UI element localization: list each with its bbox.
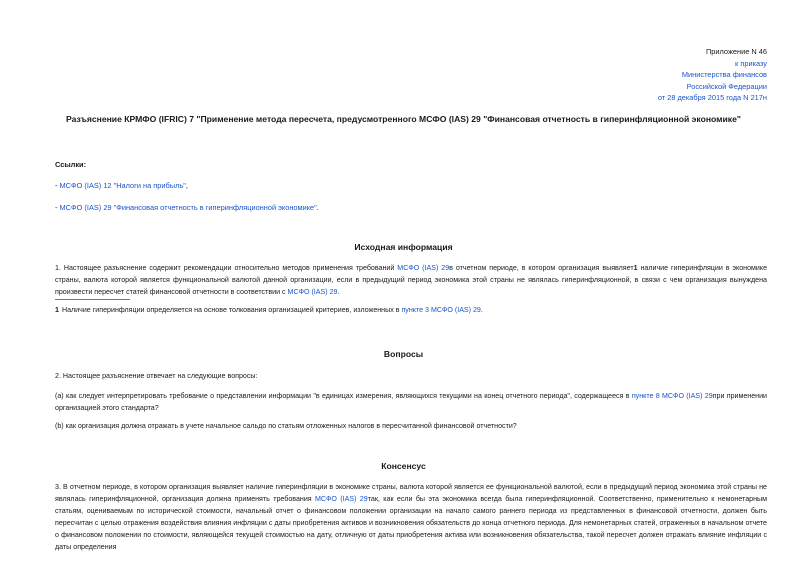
ias29-link[interactable]: МСФО (IAS) 29 <box>314 495 368 503</box>
ministry-link[interactable]: Министерства финансов <box>681 70 767 80</box>
paragraph-2: 2. Настоящее разъяснение отвечает на следующие вопросы: <box>55 372 258 380</box>
document-title: Разъяснение КРМФО (IFRIC) 7 "Применение метода пересчета, предусмотренного МСФО (IAS) 29 "Финансовая отчетность в гиперинфляционной экономике" <box>66 114 741 124</box>
references-label: Ссылки: <box>55 160 87 169</box>
reference-link-ias12[interactable]: МСФО (IAS) 12 "Налоги на прибыль" <box>59 181 186 190</box>
order-link[interactable]: к приказу <box>735 58 767 68</box>
federation-link[interactable]: Российской Федерации <box>686 81 767 91</box>
paragraph-1 <box>55 262 767 298</box>
background-heading: Исходная информация <box>354 242 453 252</box>
reference-suffix: , <box>185 181 188 190</box>
paragraph-text: так, как если бы эта экономика всегда была гиперинфляционной. Соответственно, применительно к немонетарным статьям, оцениваемым по исторической стоимости, начальный отчет о финансовом положении организации на начало самого раннего периода из представленных в финансовой отчетности, должен быть пересчитан с целью отражения воздействия влияния инфляции с даты приобретения активов и возникновения обязательств до конца отчетного периода. Для немонетарных статей, отраженных в начальном отчете о финансовом положении по стоимости, являющейся текущей стоимостью на дату, отличную от даты приобретения актива или возникновения обязательства, такой пересчет должен отражать влияние инфляции с даты определения <box>55 495 767 551</box>
question-a <box>55 390 767 414</box>
paragraph-text: 3. В отчетном периоде, в котором организация выявляет наличие гиперинфляции в экономике страны, валюта которой является ее функциональной валютой, если в предыдущий период экономика этой страны не являлась гиперинфляционной, организация должна применять требования <box>55 483 767 503</box>
footnote <box>55 306 483 314</box>
footnote-text: Наличие гиперинфляции определяется на основе толкования организацией критериев, изложенных в <box>61 306 402 314</box>
footnote-end: . <box>480 306 483 314</box>
reference-suffix: . <box>316 203 319 212</box>
reference-link-ias29[interactable]: МСФО (IAS) 29 "Финансовая отчетность в гиперинфляционной экономике" <box>59 203 317 212</box>
ias29-link[interactable]: МСФО (IAS) 29 <box>287 288 338 296</box>
footnote-marker[interactable]: 1 <box>633 264 638 272</box>
footnote-divider <box>55 299 130 300</box>
reference-item <box>55 203 319 212</box>
question-text: при применении организацией этого стандарта? <box>55 392 768 412</box>
question-b: (b) как организация должна отражать в учете начальное сальдо по статьям отложенных налогов в пересчитанной финансовой отчетности? <box>55 422 517 430</box>
reference-prefix: - <box>55 203 60 212</box>
appendix-number: Приложение N 46 <box>705 47 767 56</box>
ias29-paragraph3-link[interactable]: пункте 3 МСФО (IAS) 29 <box>401 306 481 314</box>
ias29-paragraph8-link[interactable]: пункте 8 МСФО (IAS) 29 <box>631 392 713 400</box>
question-text: (a) как следует интерпретировать требование о представлении информации "в единицах измерения, являющихся текущими на конец отчетного периода", содержащееся в <box>55 392 632 400</box>
consensus-heading: Консенсус <box>381 461 426 471</box>
paragraph-text: 1. Настоящее разъяснение содержит рекомендации относительно методов применения требований <box>55 264 398 272</box>
order-date-link[interactable]: от 28 декабря 2015 года N 217н <box>657 93 767 103</box>
ias29-link[interactable]: МСФО (IAS) 29 <box>397 264 450 272</box>
reference-prefix: - <box>55 181 60 190</box>
reference-item <box>55 181 188 190</box>
appendix-block <box>658 46 767 104</box>
footnote-number: 1 <box>55 306 59 314</box>
paragraph-3 <box>55 481 767 553</box>
paragraph-text: . <box>337 288 340 296</box>
issues-heading: Вопросы <box>383 349 424 359</box>
paragraph-text: в отчетном периоде, в котором организация выявляет <box>449 264 634 272</box>
paragraph-text: наличие гиперинфляции в экономике страны, валюта которой является функциональной валютой данной организации, если в предыдущий период экономика этой страны не являлась гиперинфляционной, в связи с чем организация вынуждена произвести пересчет статей финансовой отчетности в соответствии с <box>55 264 768 296</box>
